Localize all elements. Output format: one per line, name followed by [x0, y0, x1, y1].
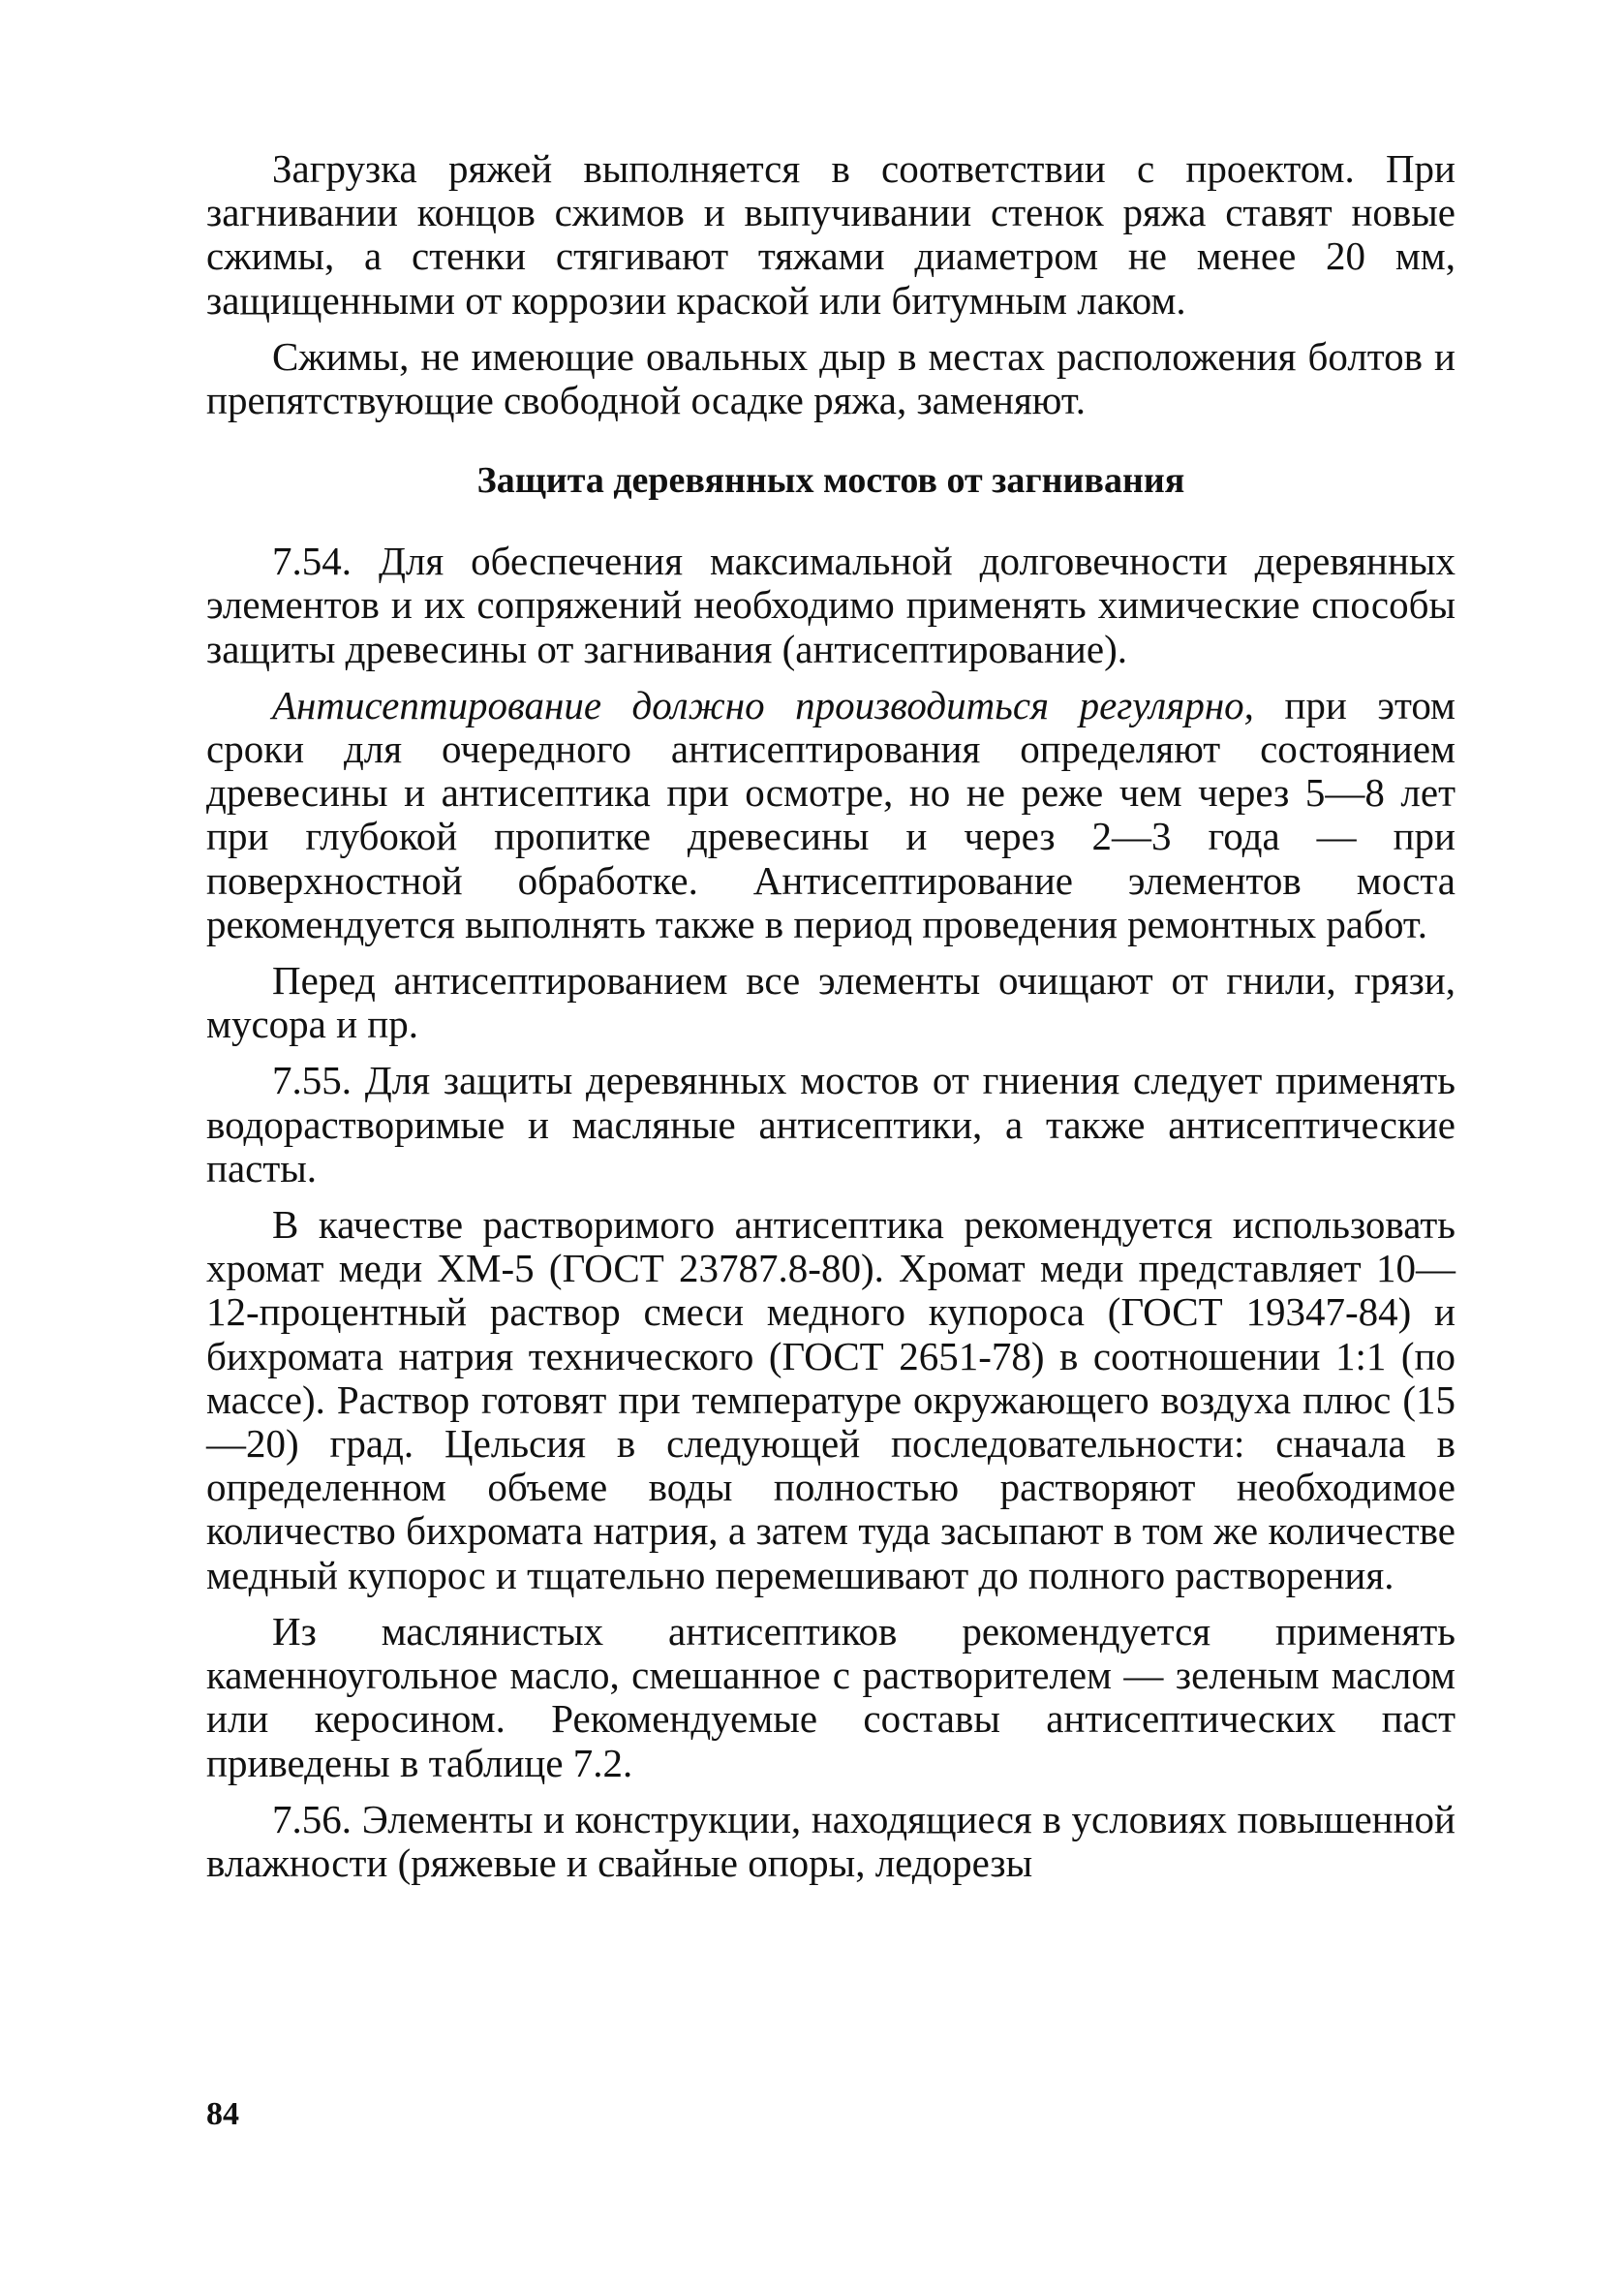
paragraph-loading-cribs: Загрузка ряжей выполняется в соответствии с проектом. При загнивании концов сжимов и выпучивании стенок ряжа ставят новые сжимы, а стенки стягивают тяжами диаметром не менее 20 мм, защищенными от коррозии краской или битумным лаком.	[206, 146, 1455, 323]
paragraph-7-55: 7.55. Для защиты деревянных мостов от гниения следует применять водорастворимые и масляные антисептики, а также антисептические пасты.	[206, 1058, 1455, 1191]
paragraph-antiseptic-schedule	[206, 684, 1455, 946]
paragraph-clamps-replacement: Сжимы, не имеющие овальных дыр в местах расположения болтов и препятствующие свободной осадке ряжа, заменяют.	[206, 333, 1455, 423]
paragraph-cleaning: Перед антисептированием все элементы очищают от гнили, грязи, мусора и пр.	[206, 958, 1455, 1047]
paragraph-7-54: 7.54. Для обеспечения максимальной долговечности деревянных элементов и их сопряжений необходимо применять химические способы защиты древесины от загнивания (антисептирование).	[206, 539, 1455, 671]
emphasis-text: Антисептирование должно производиться регулярно,	[272, 682, 1254, 727]
paragraph-7-56: 7.56. Элементы и конструкции, находящиеся в условиях повышенной влажности (ряжевые и свайные опоры, ледорезы	[206, 1796, 1455, 1885]
paragraph-soluble-antiseptic: В качестве растворимого антисептика рекомендуется использовать хромат меди ХМ-5 (ГОСТ 23787.8-80). Хромат меди представляет 10—12-процентный раствор смеси медного купороса (ГОСТ 19347-84) и бихромата натрия технического (ГОСТ 2651-78) в соотношении 1:1 (по массе). Раствор готовят при температуре окружающего воздуха плюс (15—20) град. Цельсия в следующей последовательности: сначала в определенном объеме воды полностью растворяют необходимое количество бихромата натрия, а затем туда засыпают в том же количестве медный купорос и тщательно перемешивают до полного растворения.	[206, 1202, 1455, 1597]
paragraph-oil-antiseptic: Из маслянистых антисептиков рекомендуется применять каменноугольное масло, смешанное с растворителем — зеленым маслом или керосином. Рекомендуемые составы антисептических паст приведены в таблице 7.2.	[206, 1608, 1455, 1785]
body-text	[206, 147, 1455, 1898]
page-number: 84	[206, 2096, 239, 2132]
section-heading: Защита деревянных мостов от загнивания	[476, 460, 1185, 502]
paragraph-continuation: при этом сроки для очередного антисептирования определяют состоянием древесины и антисептика при осмотре, но не реже чем через 5—8 лет при глубокой пропитке древесины и через 2—3 года — при поверхностной обработке. Антисептирование элементов моста рекомендуется выполнять также в период проведения ремонтных работ.	[206, 682, 1455, 946]
